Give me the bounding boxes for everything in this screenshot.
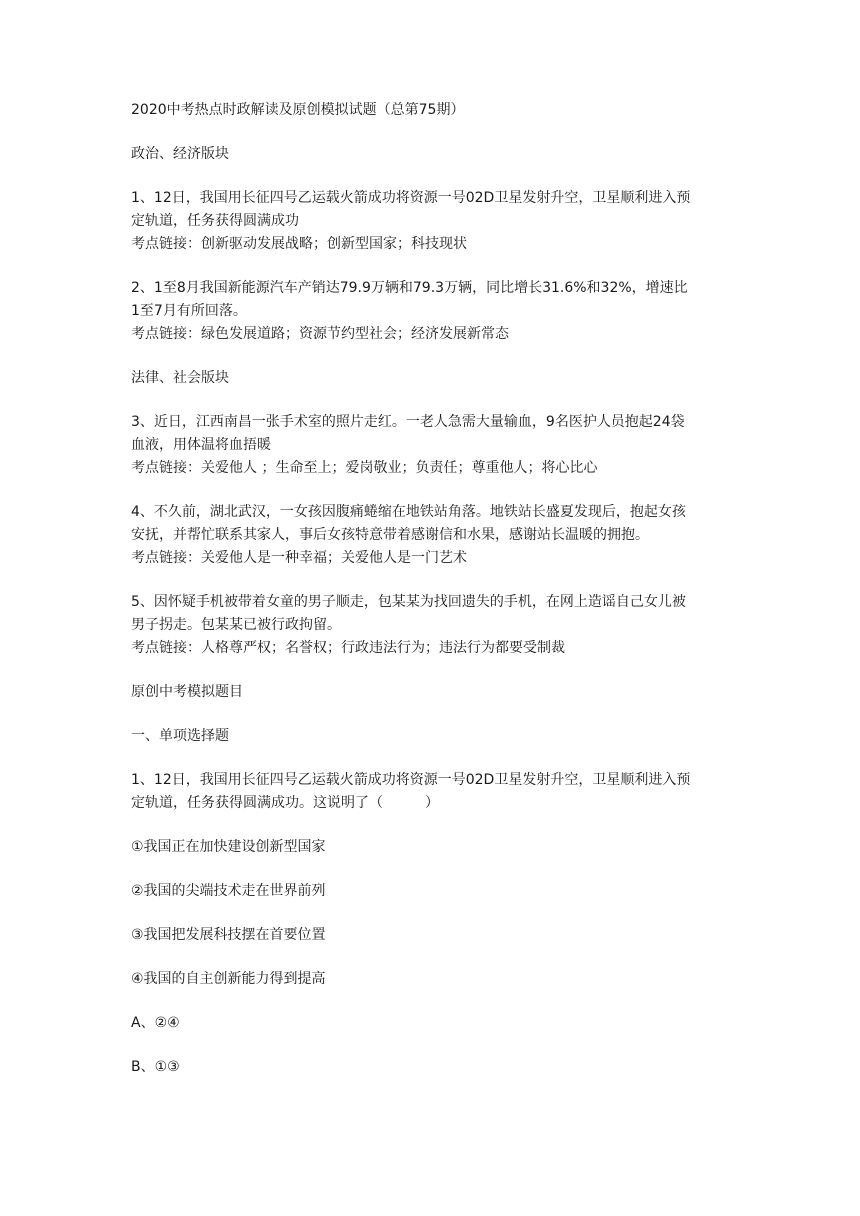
news-item-1 xyxy=(131,187,731,256)
news-item-2-line1: 2、1至8月我国新能源汽车产销达79.9万辆和79.3万辆，同比增长31.6%和32%，增速比 xyxy=(131,280,688,296)
news-item-1-link: 考点链接：创新驱动发展战略；创新型国家；科技现状 xyxy=(131,236,467,252)
news-item-5 xyxy=(131,591,731,660)
question-1-statement-1: ①我国正在加快建设创新型国家 xyxy=(131,839,326,855)
document-page xyxy=(131,99,731,1079)
document-title: 2020中考热点时政解读及原创模拟试题（总第75期） xyxy=(131,102,465,118)
section-heading-original: 原创中考模拟题目 xyxy=(131,684,243,700)
question-1-statement-2: ②我国的尖端技术走在世界前列 xyxy=(131,883,326,899)
news-item-5-line1: 5、因怀疑手机被带着女童的男子顺走，包某某为找回遗失的手机，在网上造谣自己女儿被 xyxy=(131,594,686,610)
news-item-2-link: 考点链接：绿色发展道路；资源节约型社会；经济发展新常态 xyxy=(131,326,509,342)
question-1-line1: 1、12日，我国用长征四号乙运载火箭成功将资源一号02D卫星发射升空，卫星顺利进入预 xyxy=(131,772,691,788)
news-item-3-line1: 3、近日，江西南昌一张手术室的照片走红。一老人急需大量输血，9名医护人员抱起24袋 xyxy=(131,414,685,430)
question-1-statement-3: ③我国把发展科技摆在首要位置 xyxy=(131,927,326,943)
news-item-5-link: 考点链接：人格尊严权；名誉权；行政违法行为；违法行为都要受制裁 xyxy=(131,640,565,656)
question-1-option-a: A、②④ xyxy=(131,1015,180,1031)
news-item-4 xyxy=(131,501,731,570)
news-item-3 xyxy=(131,411,731,480)
news-item-4-line2: 安抚，并帮忙联系其家人，事后女孩特意带着感谢信和水果，感谢站长温暖的拥抱。 xyxy=(131,527,649,543)
section-heading-politics: 政治、经济版块 xyxy=(131,146,229,162)
section-heading-law: 法律、社会版块 xyxy=(131,370,229,386)
news-item-1-line1: 1、12日，我国用长征四号乙运载火箭成功将资源一号02D卫星发射升空，卫星顺利进入预 xyxy=(131,190,691,206)
section-heading-single-choice: 一、单项选择题 xyxy=(131,728,229,744)
question-1-statement-4: ④我国的自主创新能力得到提高 xyxy=(131,971,326,987)
news-item-5-line2: 男子拐走。包某某已被行政拘留。 xyxy=(131,617,341,633)
news-item-4-link: 考点链接：关爱他人是一种幸福；关爱他人是一门艺术 xyxy=(131,550,467,566)
question-1-option-b: B、①③ xyxy=(131,1059,180,1075)
question-1-line2: 定轨道，任务获得圆满成功。这说明了（ ） xyxy=(131,795,439,811)
news-item-2 xyxy=(131,277,731,346)
news-item-4-line1: 4、不久前，湖北武汉，一女孩因腹痛蜷缩在地铁站角落。地铁站长盛夏发现后，抱起女孩 xyxy=(131,504,686,520)
news-item-3-line2: 血液，用体温将血捂暖 xyxy=(131,437,271,453)
question-1-stem xyxy=(131,769,731,815)
news-item-1-line2: 定轨道，任务获得圆满成功 xyxy=(131,213,299,229)
news-item-2-line2: 1至7月有所回落。 xyxy=(131,303,247,319)
news-item-3-link: 考点链接：关爱他人 ；生命至上；爱岗敬业；负责任；尊重他人；将心比心 xyxy=(131,460,598,476)
